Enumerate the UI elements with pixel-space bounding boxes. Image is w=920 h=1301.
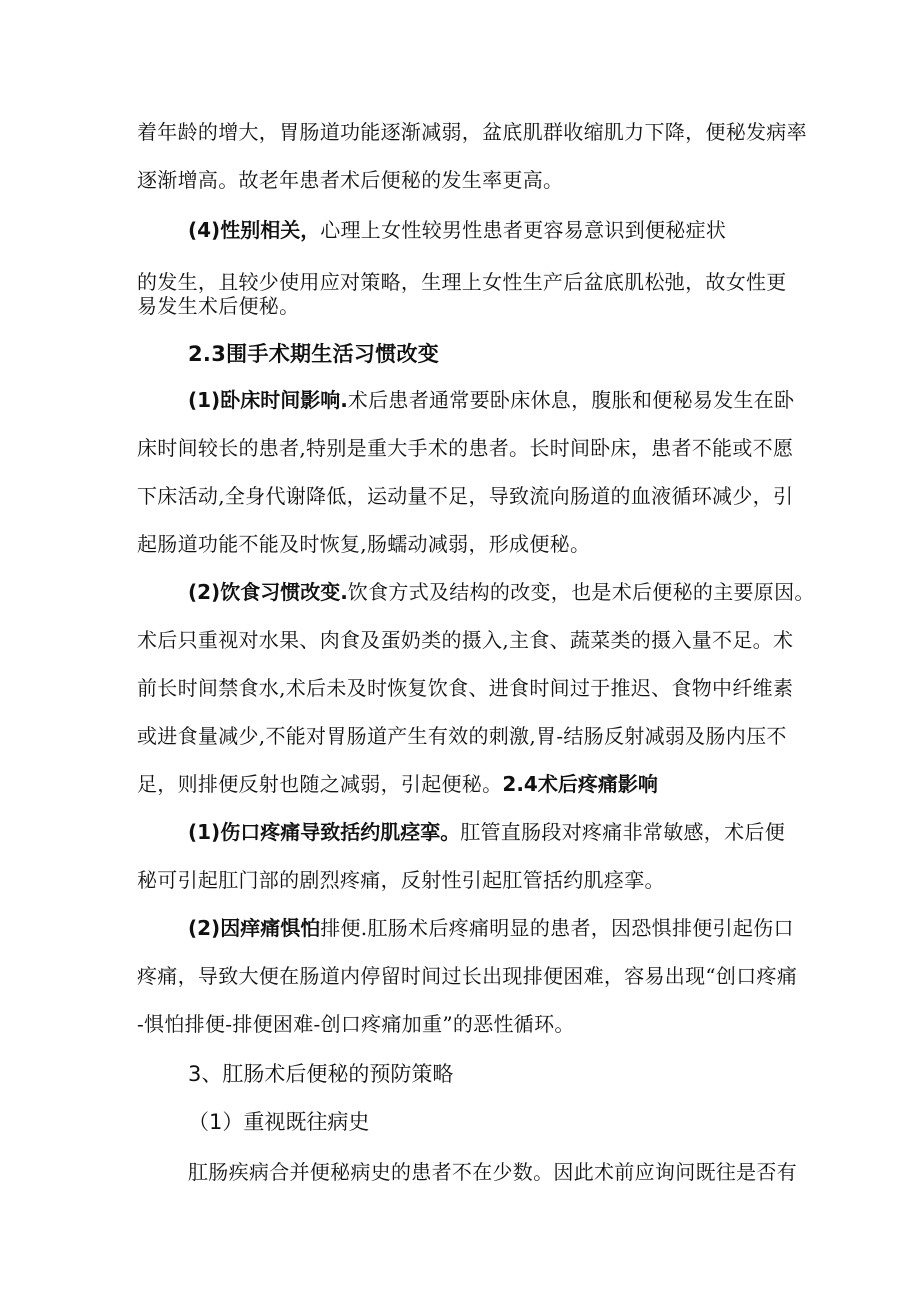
line-text: 术后患者通常要卧床休息，腹胀和便秘易发生在卧 (347, 388, 795, 412)
paragraph-line (188, 216, 726, 244)
line-text: 下床活动,全身代谢降低，运动量不足，导致流向肠道的血液循环减少，引 (137, 484, 794, 508)
subsection-heading (188, 1108, 369, 1136)
line-text: 饮食方式及结构的改变，也是术后便秘的主要原因。 (347, 580, 815, 604)
line-text: 疼痛，导致大便在肠道内停留时间过长出现排便困难，容易出现“创口疼痛 (137, 964, 798, 988)
paragraph-line (188, 914, 794, 942)
run-in-heading: (2)饮食习惯改变. (188, 580, 348, 604)
section-heading-text: 3、肛肠术后便秘的预防策略 (188, 1062, 454, 1086)
paragraph-line (137, 292, 299, 320)
line-text: 逐渐增高。故老年患者术后便秘的发生率更高。 (137, 168, 564, 192)
line-text: 术后只重视对水果、肉食及蛋奶类的摄入,主食、蔬菜类的摄入量不足。术 (137, 628, 794, 652)
paragraph-line (137, 722, 787, 750)
line-text: 着年龄的增大，胃肠道功能逐渐减弱，盆底肌群收缩肌力下降，便秘发病率 (137, 120, 807, 144)
line-text: 足，则排便反射也随之减弱，引起便秘。 (137, 772, 503, 796)
line-text: 前长时间禁食水,术后未及时恢复饮食、进食时间过于推迟、食物中纤维素 (137, 676, 794, 700)
line-text: -惧怕排便-排便困难-创口疼痛加重”的恶性循环。 (137, 1012, 575, 1036)
paragraph-line (188, 578, 815, 606)
run-in-heading: (4)性别相关， (188, 218, 321, 242)
line-text: 的发生，且较少使用应对策略，生理上女性生产后盆底肌松弛，故女性更 (137, 270, 787, 294)
run-in-heading: (1)卧床时间影响. (188, 388, 348, 412)
section-heading (188, 340, 439, 368)
section-heading (188, 1060, 453, 1088)
paragraph-line (137, 626, 793, 654)
paragraph-line (137, 962, 797, 990)
subsection-heading-text: （1）重视既往病史 (188, 1110, 370, 1134)
paragraph-line (137, 866, 665, 894)
paragraph-line (137, 166, 563, 194)
paragraph-line (188, 818, 785, 846)
line-text: 秘可引起肛门部的剧烈疼痛，反射性引起肛管括约肌痉挛。 (137, 868, 665, 892)
line-text: 肛肠疾病合并便秘病史的患者不在少数。因此术前应询问既往是否有 (188, 1160, 797, 1184)
paragraph-line (137, 482, 793, 510)
run-in-heading: (2)因痒痛惧怕 (188, 916, 321, 940)
paragraph-line (137, 674, 793, 702)
paragraph-line (188, 386, 794, 414)
line-text: 肛管直肠段对疼痛非常敏感，术后便 (460, 820, 786, 844)
line-text: 起肠道功能不能及时恢复,肠蠕动减弱，形成便秘。 (137, 532, 591, 556)
line-text: 心理上女性较男性患者更容易意识到便秘症状 (320, 218, 727, 242)
paragraph-line (137, 434, 793, 462)
section-heading-text: 2.3围手术期生活习惯改变 (188, 342, 440, 366)
paragraph-line (137, 530, 590, 558)
line-text: 排便.肛肠术后疼痛明显的患者，因恐惧排便引起伤口 (320, 916, 794, 940)
paragraph-line (137, 1010, 575, 1038)
paragraph-line (137, 770, 658, 798)
paragraph-line (137, 118, 807, 146)
run-in-heading: (1)伤口疼痛导致括约肌痉挛。 (188, 820, 461, 844)
line-text: 床时间较长的患者,特别是重大手术的患者。长时间卧床，患者不能或不愿 (137, 436, 794, 460)
line-text: 或进食量减少,不能对胃肠道产生有效的刺激,胃-结肠反射减弱及肠内压不 (137, 724, 787, 748)
section-heading-inline: 2.4术后疼痛影响 (502, 772, 658, 796)
paragraph-line (188, 1158, 797, 1186)
line-text: 易发生术后便秘。 (137, 294, 300, 318)
